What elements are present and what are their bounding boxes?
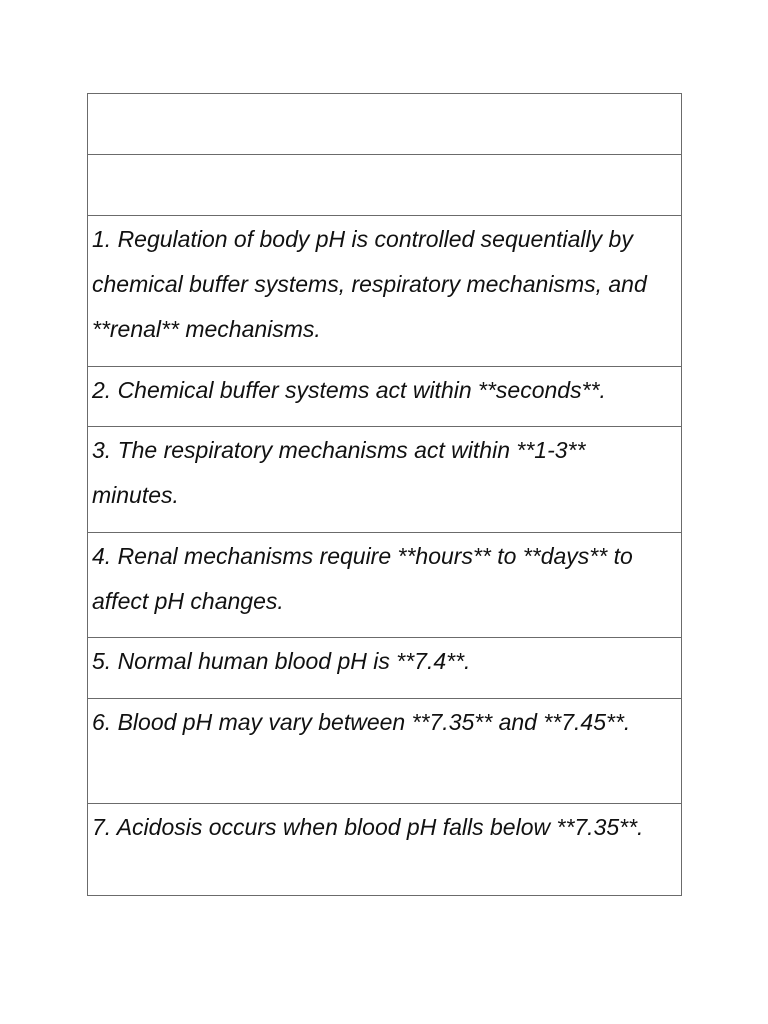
cell-text: 2. Chemical buffer systems act within **seconds**. — [92, 377, 606, 403]
table-row-2 — [88, 367, 682, 427]
notes-table — [87, 93, 682, 896]
cell-text: 7. Acidosis occurs when blood pH falls below **7.35**. — [92, 814, 644, 840]
table-cell — [88, 216, 682, 367]
table-row-6 — [88, 699, 682, 804]
table-cell — [88, 699, 682, 804]
table-row-4 — [88, 533, 682, 638]
table-cell — [88, 427, 682, 533]
table-row-empty-1 — [88, 94, 682, 155]
cell-text: 6. Blood pH may vary between **7.35** and **7.45**. — [92, 709, 631, 735]
table-cell — [88, 94, 682, 155]
table-cell — [88, 804, 682, 896]
table-row-3 — [88, 427, 682, 533]
cell-text — [92, 155, 677, 156]
table-row-1 — [88, 216, 682, 367]
table-cell — [88, 367, 682, 427]
table-row-7 — [88, 804, 682, 896]
table-cell — [88, 638, 682, 699]
cell-text — [92, 94, 677, 95]
cell-text: 5. Normal human blood pH is **7.4**. — [92, 648, 471, 674]
table-row-empty-2 — [88, 155, 682, 216]
table-row-5 — [88, 638, 682, 699]
table-cell — [88, 155, 682, 216]
table-cell — [88, 533, 682, 638]
cell-text: 4. Renal mechanisms require **hours** to **days** to affect pH changes. — [92, 543, 633, 614]
cell-text: 1. Regulation of body pH is controlled sequentially by chemical buffer systems, respiratory mechanisms, and **renal** mechanisms. — [92, 226, 647, 342]
cell-text: 3. The respiratory mechanisms act within **1-3** minutes. — [92, 437, 586, 508]
